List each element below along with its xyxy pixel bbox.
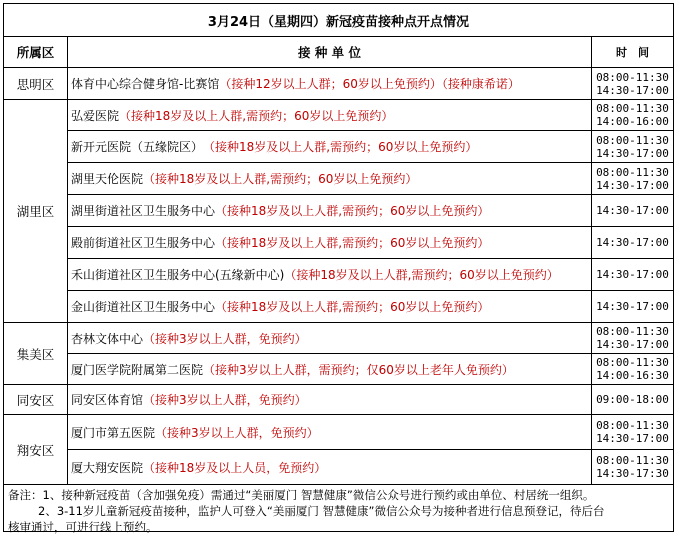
- remark-line-2: 2、3-11岁儿童新冠疫苗接种，监护人可登入“美丽厦门 智慧健康”微信公众号为接种者进行信息预登记，待后台: [38, 504, 605, 518]
- unit-name: 厦门医学院附属第二医院: [71, 362, 204, 377]
- table-row: [68, 291, 592, 323]
- remark-line-1: 备注：1、接种新冠疫苗（含加强免疫）需通过“美丽厦门 智慧健康”微信公众号进行预约或由单位、村居统一组织。: [8, 488, 595, 502]
- time-slot: 08:00-11:30: [596, 356, 669, 369]
- time-cell: [592, 259, 673, 291]
- time-slot: 14:00-16:00: [596, 115, 669, 128]
- vaccination-schedule-table: [3, 3, 674, 532]
- table-row: [68, 323, 592, 354]
- unit-note: （接种18岁及以上人群,需预约；60岁以上免预约）: [215, 204, 490, 218]
- table-row: [68, 195, 592, 227]
- time-cell: [592, 68, 673, 100]
- unit-name: 体育中心综合健身馆-比赛馆: [71, 77, 220, 91]
- table-row: [68, 450, 592, 485]
- header-unit: 接 种 单 位: [68, 37, 592, 68]
- unit-name: 湖里街道社区卫生服务中心: [71, 204, 216, 218]
- time-slot: 14:30-17:00: [596, 236, 669, 249]
- time-slot: 14:30-17:00: [596, 83, 669, 97]
- time-slot: 08:00-11:30: [596, 325, 669, 338]
- table-row: [68, 163, 592, 195]
- unit-note: （接种18岁及以上人群,需预约；60岁以上免预约）: [119, 108, 394, 123]
- time-cell: [592, 195, 673, 227]
- unit-name: 同安区体育馆: [71, 393, 144, 407]
- time-slot: 08:00-11:30: [596, 102, 669, 115]
- table-row: [68, 259, 592, 291]
- unit-note: （接种12岁以上人群；60岁以上免预约）（接种康希诺）: [219, 77, 520, 91]
- unit-note: （接种3岁以上人群，需预约；仅60岁以上老年人免预约）: [203, 362, 514, 377]
- time-slot: 14:30-17:00: [596, 204, 669, 217]
- time-slot: 14:30-17:00: [596, 300, 669, 313]
- unit-note: （接种18岁及以上人群,需预约；60岁以上免预约）: [143, 172, 418, 186]
- header-district: 所属区: [4, 37, 68, 68]
- unit-name: 杏林文体中心: [71, 331, 144, 346]
- unit-name: 金山街道社区卫生服务中心: [71, 300, 216, 314]
- unit-note: （接种18岁及以上人群,需预约；60岁以上免预约）: [284, 268, 559, 282]
- unit-note: （接种3岁以上人群，免预约）: [155, 425, 319, 440]
- unit-note: （接种3岁以上人群，免预约）: [143, 331, 307, 346]
- header-time: 时 间: [592, 37, 673, 68]
- time-slot: 08:00-11:30: [596, 133, 669, 147]
- time-slot: 14:30-17:00: [596, 146, 669, 160]
- district-tongan: 同安区: [4, 385, 68, 415]
- district-xiangan: 翔安区: [4, 415, 68, 485]
- unit-note: （接种3岁以上人群，免预约）: [143, 393, 307, 407]
- unit-name: 新开元医院（五缘院区）: [71, 140, 204, 154]
- unit-note: （接种18岁及以上人群,需预约；60岁以上免预约）: [203, 140, 478, 154]
- time-slot: 08:00-11:30: [596, 419, 669, 432]
- table-row: [68, 354, 592, 385]
- time-slot: 08:00-11:30: [596, 454, 669, 467]
- time-slot: 08:00-11:30: [596, 165, 669, 179]
- unit-name: 湖里天伦医院: [71, 172, 144, 186]
- time-cell: [592, 227, 673, 259]
- time-cell: [592, 163, 673, 195]
- time-cell: [592, 291, 673, 323]
- time-cell: [592, 354, 673, 385]
- unit-note: （接种18岁及以上人群,需预约；60岁以上免预约）: [215, 300, 490, 314]
- time-cell: [592, 450, 673, 485]
- unit-name: 厦大翔安医院: [71, 460, 144, 475]
- time-slot: 14:30-17:30: [596, 467, 669, 480]
- unit-note: （接种18岁及以上人员，免预约）: [143, 460, 327, 475]
- time-slot: 14:30-17:00: [596, 432, 669, 445]
- time-cell: [592, 131, 673, 163]
- district-huli: 湖里区: [4, 100, 68, 323]
- table-row: [68, 415, 592, 450]
- time-slot: 14:30-17:00: [596, 178, 669, 192]
- remarks: [4, 485, 673, 535]
- table-row: [68, 227, 592, 259]
- unit-name: 厦门市第五医院: [71, 425, 156, 440]
- time-slot: 14:00-16:30: [596, 369, 669, 382]
- time-cell: [592, 100, 673, 131]
- time-slot: 08:00-11:30: [596, 70, 669, 84]
- unit-name: 禾山街道社区卫生服务中心(五缘新中心): [71, 268, 285, 282]
- table-row: [68, 385, 592, 415]
- table-row: [68, 131, 592, 163]
- table-row: [68, 100, 592, 131]
- district-jimei: 集美区: [4, 323, 68, 385]
- district-siming: 思明区: [4, 68, 68, 100]
- time-slot: 14:30-17:00: [596, 268, 669, 281]
- table-title: 3月24日（星期四）新冠疫苗接种点开点情况: [4, 4, 673, 37]
- table-row: [68, 68, 592, 100]
- unit-name: 殿前街道社区卫生服务中心: [71, 236, 216, 250]
- remark-line-3: 核审通过，可进行线上预约。: [8, 520, 158, 534]
- unit-note: （接种18岁及以上人群,需预约；60岁以上免预约）: [215, 236, 490, 250]
- time-cell: [592, 415, 673, 450]
- time-cell: [592, 323, 673, 354]
- unit-name: 弘爱医院: [71, 108, 120, 123]
- time-cell: [592, 385, 673, 415]
- time-slot: 09:00-18:00: [596, 393, 669, 406]
- time-slot: 14:30-17:00: [596, 338, 669, 351]
